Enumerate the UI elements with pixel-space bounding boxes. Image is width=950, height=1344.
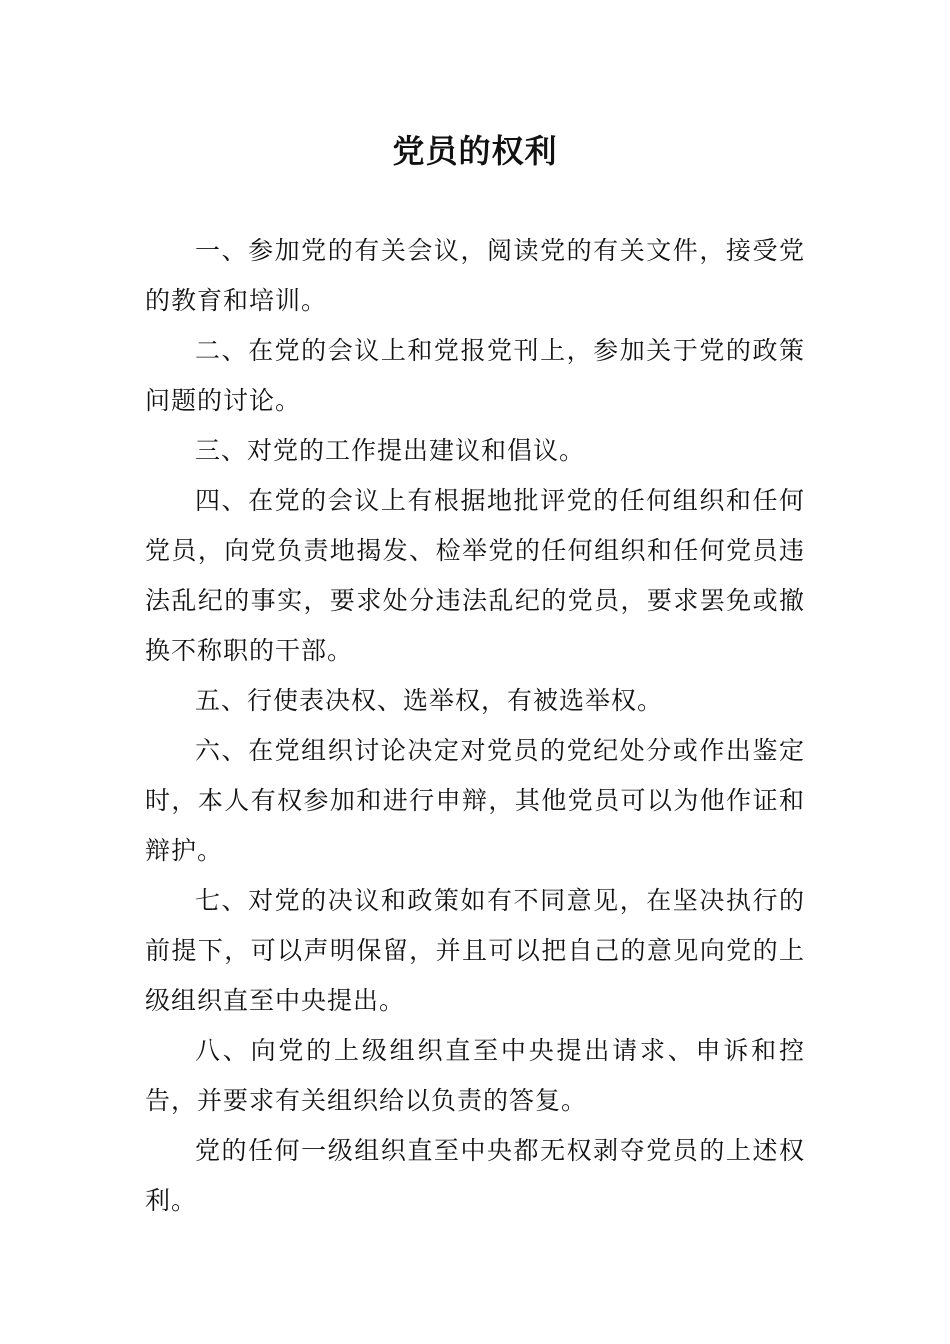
paragraph-right-4: 四、在党的会议上有根据地批评党的任何组织和任何党员，向党负责地揭发、检举党的任何组织和任何党员违法乱纪的事实，要求处分违法乱纪的党员，要求罢免或撤换不称职的干部。 [145, 486, 805, 665]
page-title: 党员的权利 [392, 132, 558, 170]
paragraph-right-8: 八、向党的上级组织直至中央提出请求、申诉和控告，并要求有关组织给以负责的答复。 [145, 1036, 805, 1115]
document-body [145, 226, 805, 1226]
paragraph-right-7: 七、对党的决议和政策如有不同意见，在坚决执行的前提下，可以声明保留，并且可以把自己的意见向党的上级组织直至中央提出。 [145, 886, 805, 1015]
paragraph-right-2: 二、在党的会议上和党报党刊上，参加关于党的政策问题的讨论。 [145, 336, 805, 415]
paragraph-right-5: 五、行使表决权、选举权，有被选举权。 [195, 686, 664, 715]
paragraph-right-3: 三、对党的工作提出建议和倡议。 [195, 436, 586, 465]
paragraph-right-1: 一、参加党的有关会议，阅读党的有关文件，接受党的教育和培训。 [145, 236, 805, 315]
closing-paragraph: 党的任何一级组织直至中央都无权剥夺党员的上述权利。 [145, 1136, 805, 1215]
paragraph-right-6: 六、在党组织讨论决定对党员的党纪处分或作出鉴定时，本人有权参加和进行申辩，其他党员可以为他作证和辩护。 [145, 736, 805, 865]
